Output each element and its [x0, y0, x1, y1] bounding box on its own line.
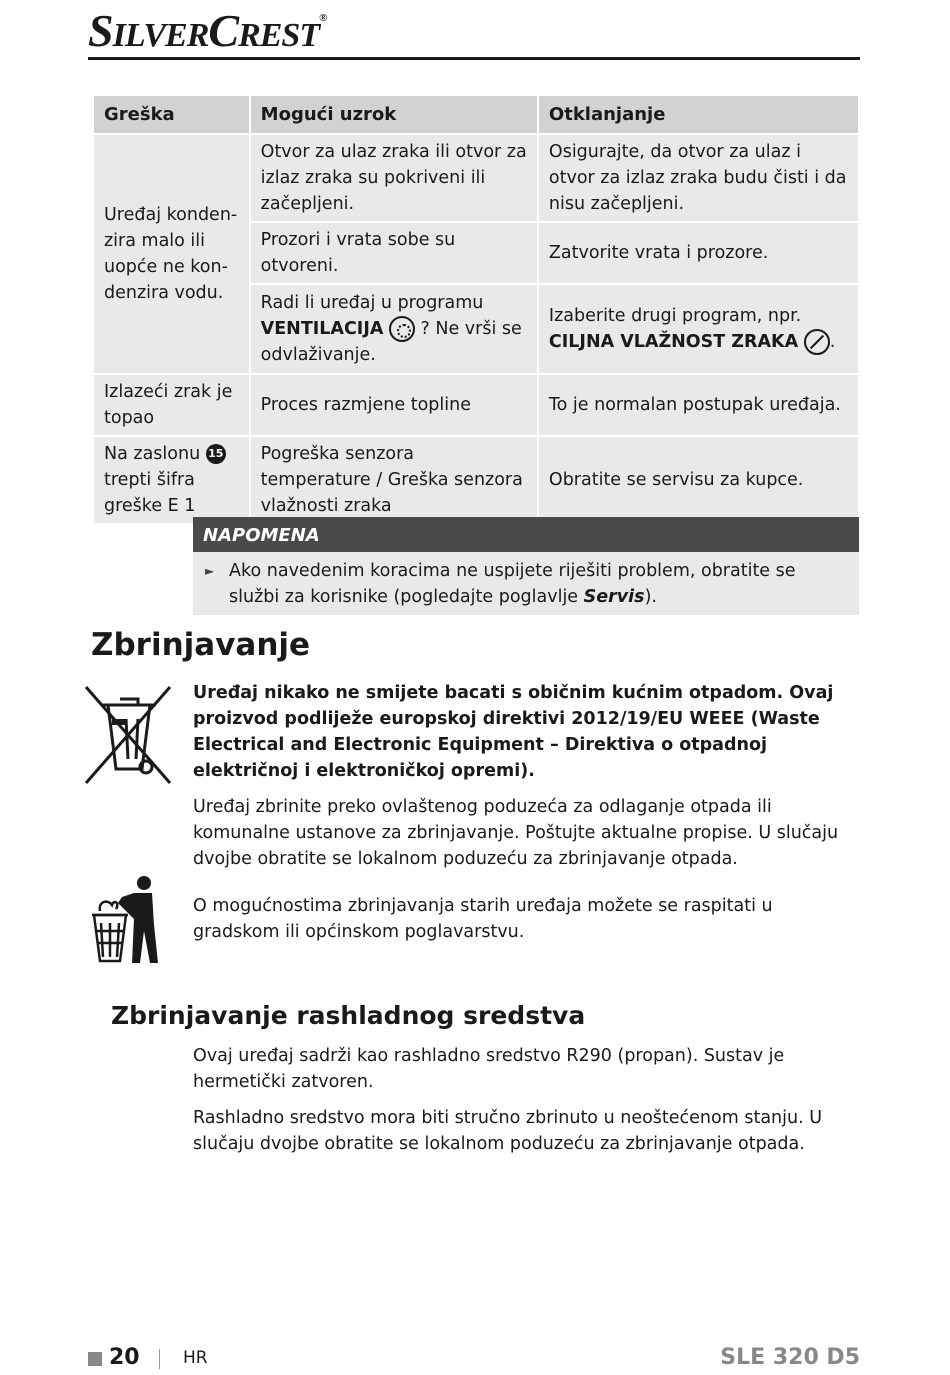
fault-cell: Izlazeći zrak je topao: [93, 374, 250, 436]
fault-cell: Uređaj konden-zira malo ili uopće ne kon-denzira vodu.: [93, 134, 250, 374]
table-row: [93, 134, 859, 222]
disposal-info-paragraph: O mogućnostima zbrinjavanja starih uređaja možete se raspitati u gradskom ili općinskom poglavarstvu.: [193, 896, 773, 942]
col-header-cause: Mogući uzrok: [250, 95, 538, 134]
page-number: 20: [109, 1345, 140, 1370]
program-name: VENTILACIJA: [260, 319, 384, 339]
table-header-row: [93, 95, 859, 134]
refrigerant-paragraph-2: Rashladno sredstvo mora biti stručno zbrinuto u neoštećenom stanju. U slučaju dvojbe obratite se lokalnom poduzeću za zbrinjavanje otpada.: [193, 1108, 823, 1154]
disposal-paragraph: Uređaj zbrinite preko ovlaštenog poduzeća za odlaganje otpada ili komunalne ustanove za zbrinjavanje. Poštujte aktualne propise. U slučaju dvojbe obratite se lokalnom poduzeću za zbrinjavanje otpada.: [193, 797, 839, 869]
display-number-badge: 15: [206, 444, 226, 464]
target-humidity-icon: [804, 329, 830, 355]
chapter-reference: Servis: [583, 587, 645, 607]
model-number: SLE 320 D5: [720, 1345, 860, 1370]
cause-cell: Prozori i vrata sobe su otvoreni.: [250, 222, 538, 284]
tidyman-icon: [88, 875, 164, 967]
col-header-remedy: Otklanjanje: [538, 95, 859, 134]
cause-cell: Otvor za ulaz zraka ili otvor za izlaz zraka su pokriveni ili začepljeni.: [250, 134, 538, 222]
refrigerant-paragraph-1: Ovaj uređaj sadrži kao rashladno sredstvo R290 (propan). Sustav je hermetički zatvoren.: [193, 1046, 785, 1092]
fan-icon: [389, 316, 415, 342]
remedy-cell: Izaberite drugi program, npr. CILJNA VLAŽNOST ZRAKA .: [538, 284, 859, 374]
remedy-cell: To je normalan postupak uređaja.: [538, 374, 859, 436]
header-rule: [88, 57, 860, 60]
col-header-fault: Greška: [93, 95, 250, 134]
page-footer: [88, 1345, 860, 1375]
arrow-bullet-icon: ►: [205, 564, 215, 578]
crossed-bin-icon: [82, 683, 174, 787]
footer-divider: [159, 1349, 160, 1369]
fault-cell: Na zaslonu 15 trepti šifra greške E 1: [93, 436, 250, 524]
section-title-disposal: Zbrinjavanje: [91, 627, 311, 663]
note-body: ► Ako navedenim koracima ne uspijete riješiti problem, obratite se službi za korisnike (pogledajte poglavlje Servis).: [193, 552, 859, 615]
table-row: [93, 374, 859, 436]
language-code: HR: [183, 1348, 208, 1368]
cause-cell: Radi li uređaj u programu VENTILACIJA ? Ne vrši se odvlaživanje.: [250, 284, 538, 374]
remedy-cell: Osigurajte, da otvor za ulaz i otvor za izlaz zraka budu čisti i da nisu začepljeni.: [538, 134, 859, 222]
cause-cell: Pogreška senzora temperature / Greška senzora vlažnosti zraka: [250, 436, 538, 524]
note-title: NAPOMENA: [193, 517, 859, 552]
section-title-refrigerant: Zbrinjavanje rashladnog sredstva: [111, 1001, 586, 1030]
brand-logo: SILVERCREST®: [88, 5, 327, 56]
footer-square-icon: [88, 1352, 102, 1366]
disposal-warning: Uređaj nikako ne smijete bacati s običnim kućnim otpadom. Ovaj proizvod podliježe europskoj direktivi 2012/19/EU WEEE (Waste Electrical and Electronic Equipment – Direktiva o otpadnoj električnoj i elektroničkoj opremi).: [193, 683, 834, 781]
program-name: CILJNA VLAŽNOST ZRAKA: [548, 332, 799, 352]
remedy-cell: Obratite se servisu za kupce.: [538, 436, 859, 524]
cause-cell: Proces razmjene topline: [250, 374, 538, 436]
note-box: [193, 517, 859, 615]
troubleshooting-table: [92, 94, 860, 525]
table-row: [93, 436, 859, 524]
remedy-cell: Zatvorite vrata i prozore.: [538, 222, 859, 284]
